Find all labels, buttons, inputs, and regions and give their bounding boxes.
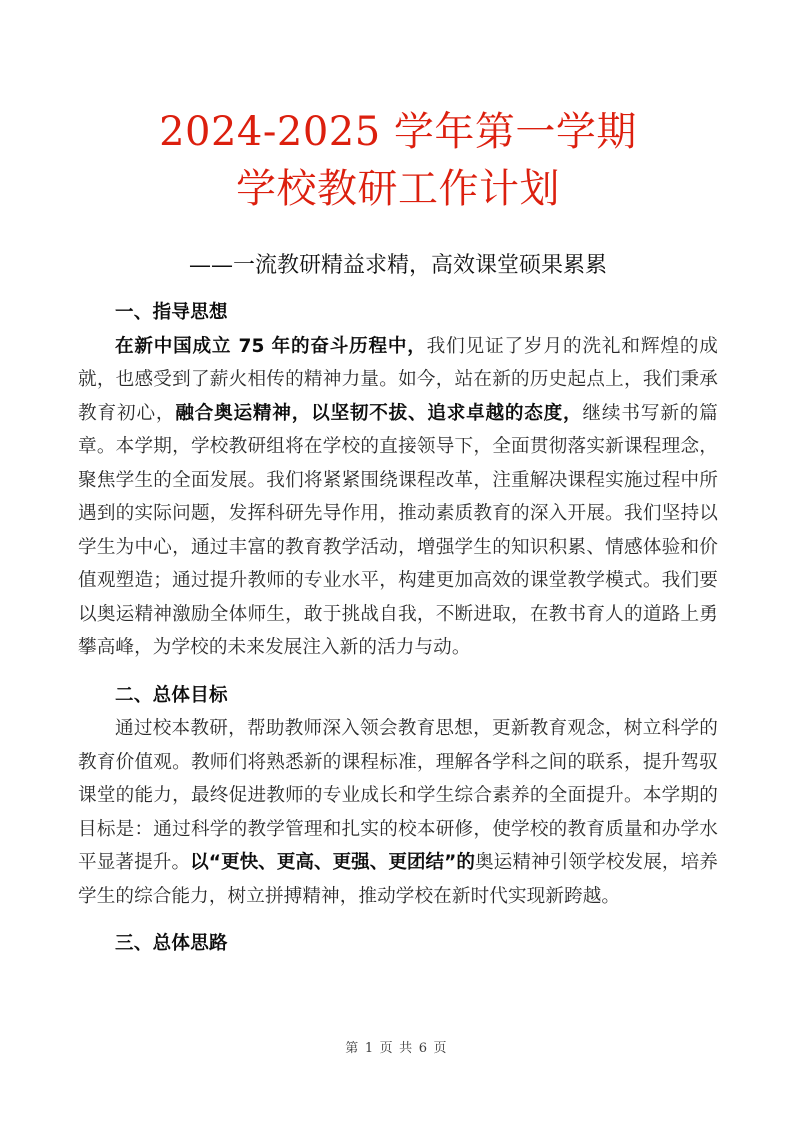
page-subtitle: ——一流教研精益求精，高效课堂硕果累累 <box>188 253 607 278</box>
section-paragraph-2 <box>78 712 718 913</box>
text-run: 奥运精神引领学校发展，培养学生的综合能力，树立拼搏精神，推动学校在新时代实现新跨越。 <box>78 852 718 907</box>
section-heading-2: 二、总体目标 <box>115 684 228 706</box>
text-run: 继续书写新的篇章。本学期，学校教研组将在学校的直接领导下，全面贯彻落实新课程理念，聚焦学生的全面发展。我们将紧紧围绕课程改革，注重解决课程实施过程中所遇到的实际问题，发挥科研先导作用，推动素质教育的深入开展。我们坚持以学生为中心，通过丰富的教育教学活动，增强学生的知识积累、情感体验和价值观塑造；通过提升教师的专业水平，构建更加高效的课堂教学模式。我们要以奥运精神激励全体师生，敢于挑战自我，不断进取，在教书育人的道路上勇攀高峰，为学校的未来发展注入新的活力与动。 <box>78 402 718 658</box>
page-indicator: 第 1 页 共 6 页 <box>345 1041 448 1056</box>
section-heading-3: 三、总体思路 <box>115 933 228 954</box>
document-content <box>78 0 718 961</box>
emphasized-run: 以“更快、更高、更强、更团结”的 <box>190 852 475 873</box>
text-run: 我们见证了岁月的洗礼和辉煌的成就，也感受到了薪火相传的精神力量。如今，站在新的历史起点上，我们秉承教育初心， <box>78 335 718 424</box>
section-heading-1: 一、指导思想 <box>115 302 228 323</box>
title-line-2: 学校教研工作计划 <box>236 166 560 212</box>
emphasized-run: 在新中国成立 75 年的奋斗历程中， <box>115 335 427 357</box>
section-paragraph-1 <box>78 330 718 665</box>
emphasized-run: 融合奥运精神，以坚韧不拔、追求卓越的态度， <box>175 402 583 424</box>
page-footer <box>0 1040 793 1058</box>
text-run: 通过校本教研，帮助教师深入领会教育思想，更新教育观念，树立科学的教育价值观。教师们将熟悉新的课程标准，理解各学科之间的联系，提升驾驭课堂的能力，最终促进教师的专业成长和学生综合素养的全面提升。本学期的目标是：通过科学的教学管理和扎实的校本研修，使学校的教育质量和办学水平显著提升。 <box>78 718 718 873</box>
page-title <box>78 0 718 218</box>
title-line-1: 2024-2025 学年第一学期 <box>159 109 637 155</box>
